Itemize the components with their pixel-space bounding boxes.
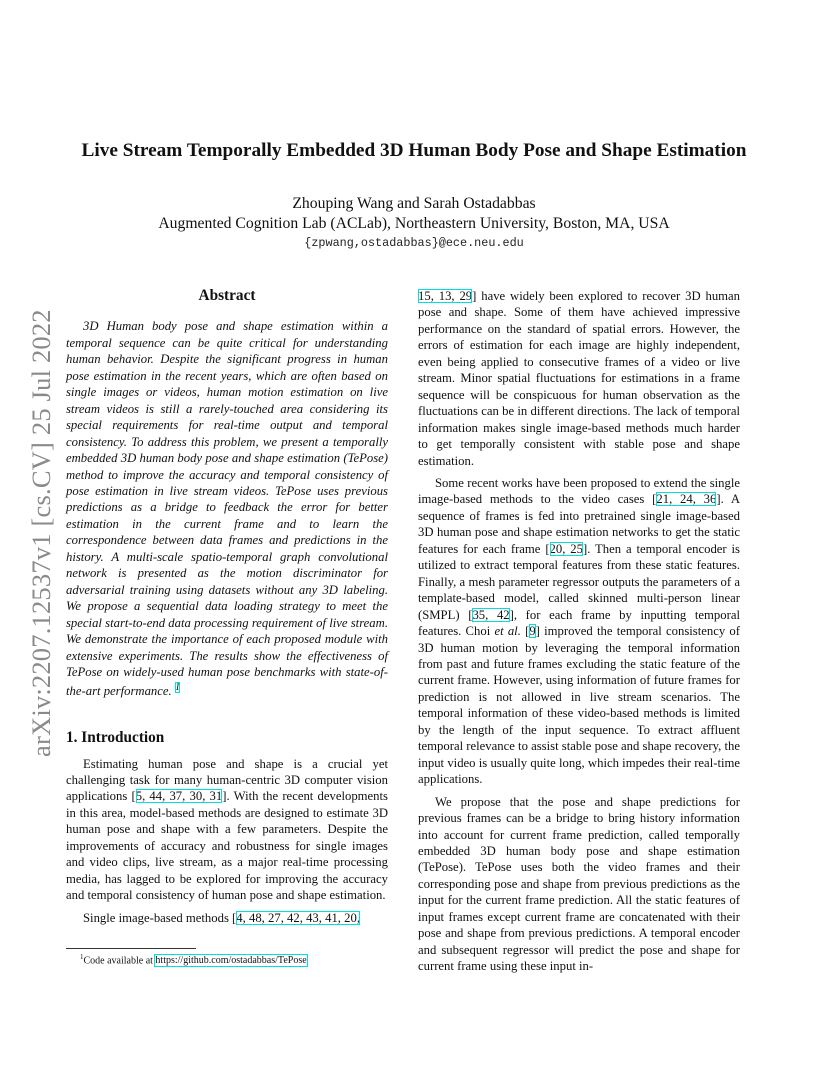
paper-title: Live Stream Temporally Embedded 3D Human Body Pose and Shape Estimation xyxy=(81,140,747,161)
intro-paragraph-2-cont xyxy=(418,288,740,469)
footnote-link[interactable]: 1 xyxy=(174,682,181,694)
citation-link[interactable]: 20, 25 xyxy=(549,541,583,556)
left-column xyxy=(66,288,388,932)
author-names: Zhouping Wang and Sarah Ostadabbas xyxy=(292,195,536,212)
text-run: [ xyxy=(520,624,530,639)
intro-paragraph-3 xyxy=(418,475,740,788)
footnote-text: Code available at xyxy=(83,955,156,967)
footnote-mark: 1 xyxy=(80,953,84,961)
section-heading-introduction: 1. Introduction xyxy=(66,729,165,747)
text-run: ] improved the temporal consistency of 3D human motion by leveraging the temporal information from past and future frames excluding the static feature of the current frame. However, using information of future frames for prediction is not allowed in live stream scenarios. The temporal information of these video-based methods is limited by the length of the input sequence. To extract affluent temporal relevance to assist stable pose and shape recovery, the input video is usually quite long, which impedes their real-time applications. xyxy=(418,624,740,787)
arxiv-sidebar-stamp: arXiv:2207.12537v1 [cs.CV] 25 Jul 2022 xyxy=(26,309,56,757)
abstract-text xyxy=(66,318,388,700)
citation-link[interactable]: 4, 48, 27, 42, 43, 41, 20, xyxy=(236,910,360,925)
citation-link[interactable]: 9 xyxy=(529,624,536,639)
citation-link[interactable]: 5, 44, 37, 30, 31 xyxy=(135,789,223,804)
footnote-divider xyxy=(66,948,196,949)
text-run-italic: et al. xyxy=(494,624,521,639)
text-run: ], for each frame by inputting temporal features. Choi xyxy=(418,607,740,639)
abstract-body: 3D Human body pose and shape estimation within a temporal sequence can be quite critical for understanding human behavior. Despite the significant progress in human pose estimation in the recent years, which are often based on single images or videos, human motion estimation on live stream videos is still a rarely-touched area considering its special requirements for real-time output and temporal consistency. To address this problem, we present a temporally embedded 3D human body pose and shape estimation (TePose) method to improve the accuracy and temporal consistency of pose estimation in live stream videos. TePose uses previous predictions as a bridge to feedback the error for better estimation in the current frame and to learn the correspondence between data frames and predictions in the history. A multi-scale spatio-temporal graph convolutional network is presented as the motion discriminator for adversarial training using datasets without any 3D labeling. We propose a sequential data loading strategy to meet the special start-to-end data processing requirement of live stream. We demonstrate the importance of each proposed module with extensive experiments. The results show the effectiveness of TePose on widely-used human pose benchmarks with state-of-the-art performance. xyxy=(66,319,388,699)
text-run: ]. Then a temporal encoder is utilized to extract temporal features from these static features. Finally, a mesh parameter regressor outputs the parameters of a template-based model, called skinned multi-person linear (SMPL) [ xyxy=(418,541,740,622)
intro-paragraph-1 xyxy=(66,756,388,904)
citation-link[interactable]: 35, 42 xyxy=(472,607,510,622)
right-column xyxy=(418,288,740,981)
author-block xyxy=(0,194,828,234)
intro-paragraph-4: We propose that the pose and shape predictions for previous frames can be a bridge to bring history information into account for current frame prediction, called temporally embedded 3D human body pose and shape estimation (TePose). TePose uses both the video frames and their corresponding pose and shape from previous predictions as the input for the current frame prediction. All the static features of input frames except current frame are concatenated with their pose and shape from previous predictions. A temporal encoder and subsequent regressor will predict the pose and shape for current frame using these input in- xyxy=(418,794,740,974)
text-run: Single image-based methods [ xyxy=(83,910,237,925)
citation-link[interactable]: 15, 13, 29 xyxy=(418,289,473,303)
author-affiliation: Augmented Cognition Lab (ACLab), Northeastern University, Boston, MA, USA xyxy=(158,215,670,232)
author-email: {zpwang,ostadabbas}@ece.neu.edu xyxy=(304,236,524,250)
intro-paragraph-2-start xyxy=(66,910,388,926)
abstract-heading: Abstract xyxy=(198,287,256,304)
text-run: Some recent works have been proposed to extend the single image-based methods to the video cases [ xyxy=(418,475,740,507)
text-run: Estimating human pose and shape is a crucial yet challenging task for many human-centric 3D computer vision applications [ xyxy=(66,756,388,804)
code-url-link[interactable]: https://github.com/ostadabbas/TePose xyxy=(155,955,307,967)
text-run: ] have widely been explored to recover 3D human pose and shape. Some of them have achieved impressive performance on the standard of spatial errors. However, the errors of estimation for each image are highly independent, even being applied to consecutive frames of a video or live stream. Minor spatial fluctuations for estimations in a frame sequence will be conspicuous for human observation as the fluctuations can be in different directions. The lack of temporal information makes single image-based methods much harder to get temporally consistent with stable pose and shape estimation. xyxy=(418,289,741,468)
text-run: ]. A sequence of frames is fed into pretrained single image-based 3D human pose and shape estimation networks to get the static features for each frame [ xyxy=(418,492,741,556)
citation-link[interactable]: 21, 24, 36 xyxy=(656,492,717,507)
footnote xyxy=(80,953,307,966)
text-run: ]. With the recent developments in this area, model-based methods are designed to estimate 3D human pose and shape with a few parameters. Despite the improvements of accuracy and robustness for single images and video clips, live stream, as a major real-time processing media, has lagged to be explored for improving the accuracy and temporal consistency of human pose and shape estimation. xyxy=(66,789,388,903)
